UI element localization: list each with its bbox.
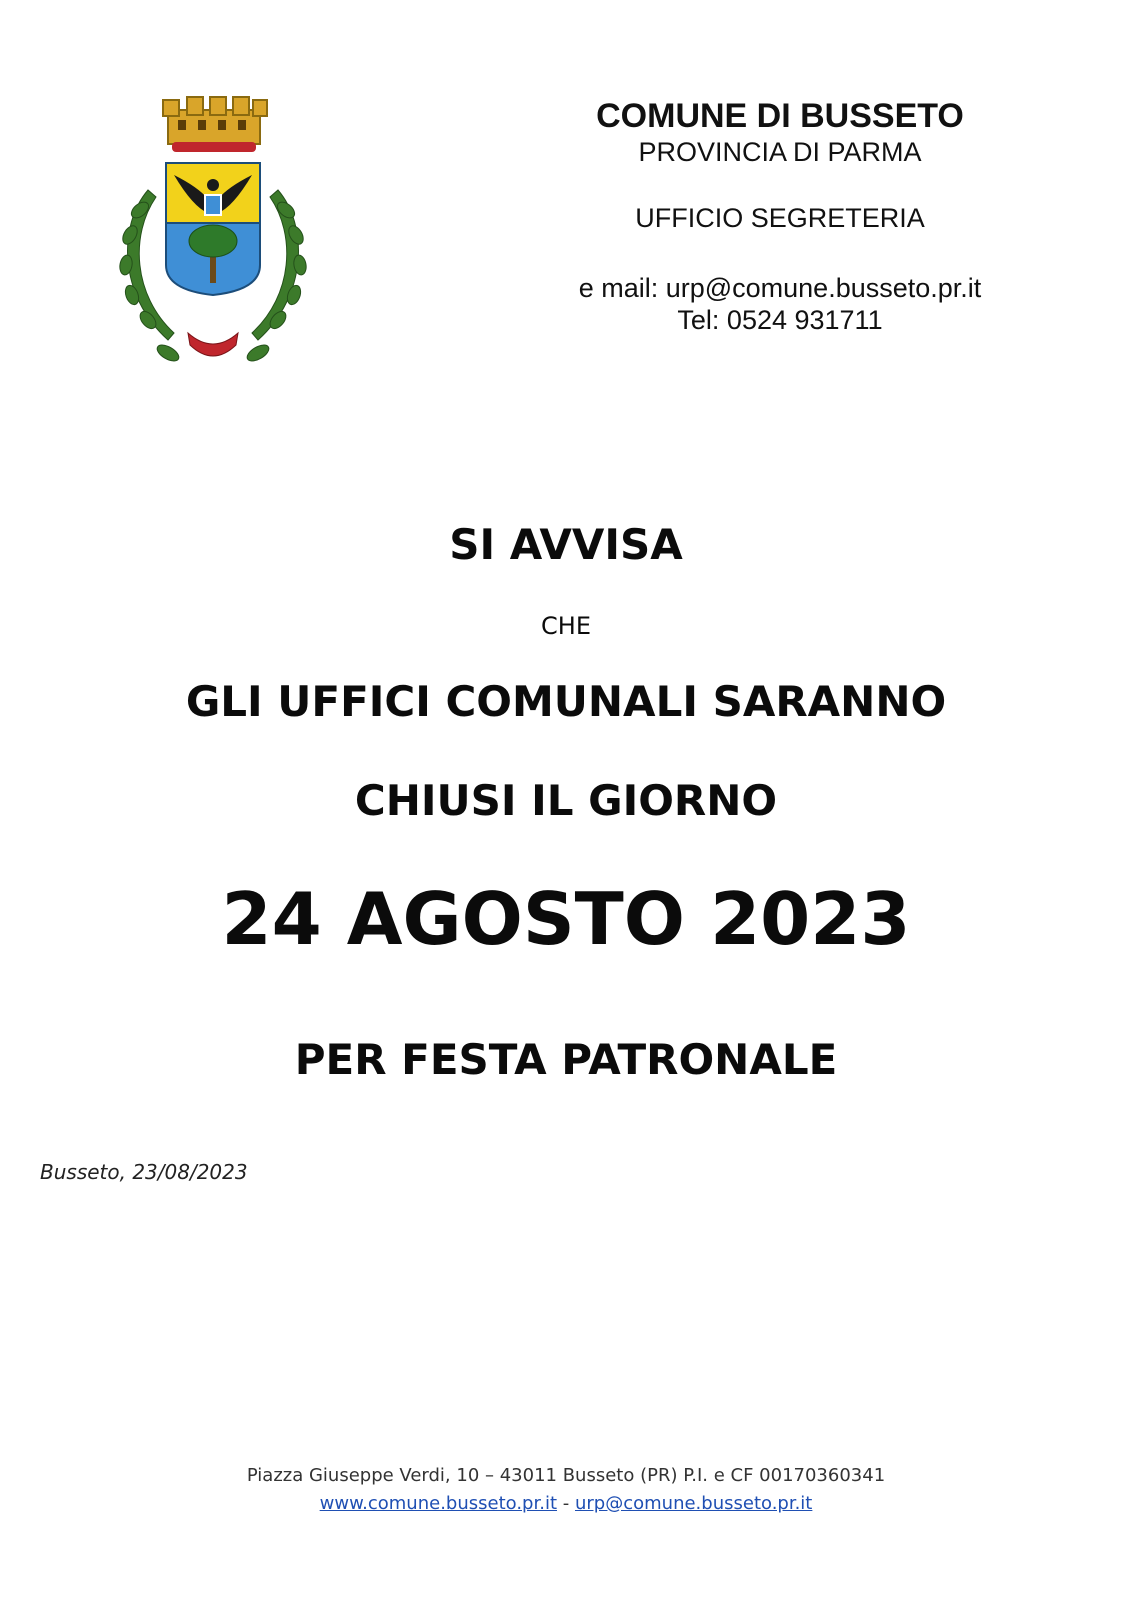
notice-offices-line: GLI UFFICI COMUNALI SARANNO [185,677,947,726]
crown-icon [163,97,267,152]
footer [0,1462,1132,1518]
website-link[interactable]: www.comune.busseto.pr.it [319,1493,558,1514]
office-label: UFFICIO SEGRETERIA [635,203,925,233]
municipal-crest [108,95,318,380]
notice-connector: CHE [541,612,591,640]
closure-reason: PER FESTA PATRONALE [294,1035,838,1084]
signature-date: Busseto, 23/08/2023 [40,1160,248,1184]
email-link[interactable]: urp@comune.busseto.pr.it [574,1493,813,1514]
email-line: e mail: urp@comune.busseto.pr.it [578,273,982,303]
footer-links [0,1490,1132,1518]
footer-separator: - [562,1493,570,1514]
notice-heading: SI AVVISA [449,520,683,569]
header [520,96,1040,336]
closure-date: 24 AGOSTO 2023 [221,877,911,961]
notice-closed-line: CHIUSI IL GIORNO [354,776,778,825]
municipality-title: COMUNE DI BUSSETO [596,97,964,135]
footer-address: Piazza Giuseppe Verdi, 10 – 43011 Busseto (PR) P.I. e CF 00170360341 [246,1465,886,1486]
phone-line: Tel: 0524 931711 [677,305,883,335]
shield-icon [166,163,260,295]
province-label: PROVINCIA DI PARMA [638,137,922,167]
